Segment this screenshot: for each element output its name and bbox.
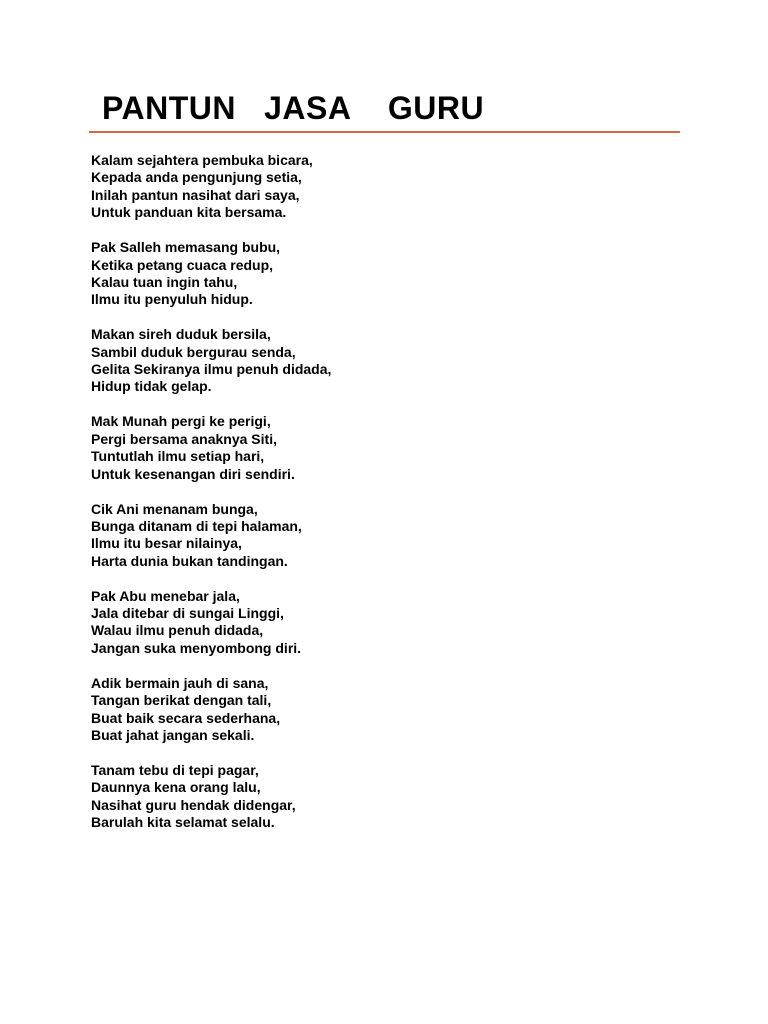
poem-line: Makan sireh duduk bersila, (91, 326, 271, 343)
page-title: PANTUN JASA GURU (102, 90, 485, 126)
poem-line: Tanam tebu di tepi pagar, (91, 761, 259, 778)
stanza (91, 762, 691, 832)
poem-line: Pak Salleh memasang bubu, (91, 239, 281, 256)
poem-line: Kepada anda pengunjung setia, (91, 169, 302, 186)
poem-line: Inilah pantun nasihat dari saya, (91, 186, 300, 203)
stanza (91, 239, 691, 309)
poem-line: Harta dunia bukan tandingan. (91, 552, 288, 569)
poem-line: Walau ilmu penuh didada, (91, 622, 264, 639)
title-divider (89, 131, 680, 133)
poem-line: Adik bermain jauh di sana, (91, 674, 269, 691)
poem-line: Mak Munah pergi ke perigi, (91, 413, 271, 430)
poem-line: Jala ditebar di sungai Linggi, (91, 605, 284, 622)
poem-line: Kalau tuan ingin tahu, (91, 273, 238, 290)
poem-line: Tuntutlah ilmu setiap hari, (91, 448, 265, 465)
poem-line: Cik Ani menanam bunga, (91, 500, 258, 517)
poem-line: Pergi bersama anaknya Siti, (91, 430, 277, 447)
stanza (91, 326, 691, 396)
poem-line: Ilmu itu penyuluh hidup. (91, 291, 253, 308)
poem-line: Buat baik secara sederhana, (91, 709, 281, 726)
poem-line: Hidup tidak gelap. (91, 378, 212, 395)
stanza (91, 675, 691, 745)
poem-line: Buat jahat jangan sekali. (91, 726, 255, 743)
stanza (91, 152, 691, 222)
poem-line: Ketika petang cuaca redup, (91, 256, 274, 273)
poem-line: Pak Abu menebar jala, (91, 587, 240, 604)
poem-line: Nasihat guru hendak didengar, (91, 796, 296, 813)
poem-line: Tangan berikat dengan tali, (91, 692, 272, 709)
poem-line: Gelita Sekiranya ilmu penuh didada, (91, 361, 332, 378)
poem-line: Untuk panduan kita bersama. (91, 204, 287, 221)
poem-body (91, 152, 691, 849)
poem-line: Kalam sejahtera pembuka bicara, (91, 152, 313, 168)
poem-line: Daunnya kena orang lalu, (91, 779, 261, 796)
stanza (91, 413, 691, 483)
poem-line: Jangan suka menyombong diri. (91, 639, 302, 656)
poem-line: Barulah kita selamat selalu. (91, 814, 275, 831)
stanza (91, 588, 691, 658)
poem-line: Bunga ditanam di tepi halaman, (91, 517, 302, 534)
poem-line: Untuk kesenangan diri sendiri. (91, 465, 295, 482)
poem-line: Ilmu itu besar nilainya, (91, 535, 242, 552)
poem-line: Sambil duduk bergurau senda, (91, 343, 296, 360)
stanza (91, 501, 691, 571)
